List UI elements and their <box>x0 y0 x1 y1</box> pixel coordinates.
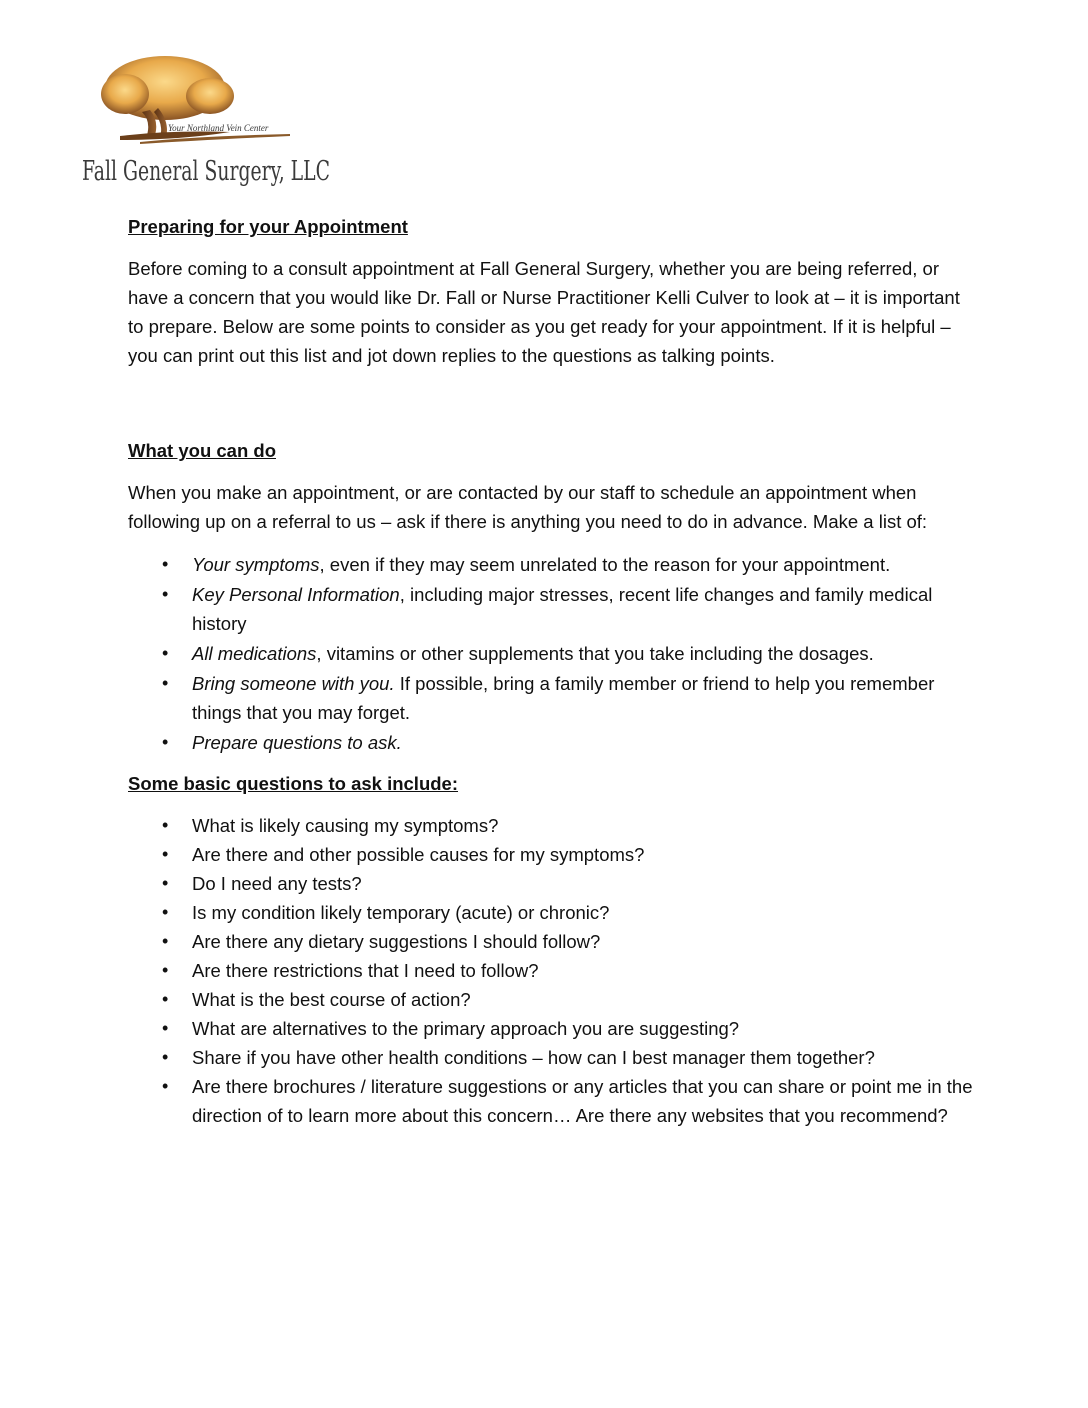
list-item-text: , including major stresses, recent life changes and family medical history <box>192 584 933 634</box>
list-item <box>128 728 978 757</box>
list-item-emphasis: Prepare questions to ask. <box>192 732 402 753</box>
section-title-preparing: Preparing for your Appointment <box>128 216 408 237</box>
logo-company-name: Fall General Surgery, LLC <box>82 156 330 187</box>
list-item-text: If possible, bring a family member or friend to help you remember things that you may forget. <box>192 673 935 723</box>
list-item-emphasis: All medications <box>192 643 317 664</box>
logo-tagline: Your Northland Vein Center <box>168 123 269 133</box>
list-item-emphasis: Bring someone with you. <box>192 673 395 694</box>
section-title-what-you-can-do: What you can do <box>128 440 276 461</box>
list-item <box>128 639 978 668</box>
question-item: • What is the best course of action? <box>128 985 978 1014</box>
company-logo <box>80 52 350 192</box>
section-body-preparing: Before coming to a consult appointment at Fall General Surgery, whether you are being referred, or have a concern that you would like Dr. Fall or Nurse Practitioner Kelli Culver to look at – it is important to prepare. Below are some points to consider as you get ready for your appointment. If it is helpful – you can print out this list and jot down replies to the questions as talking points. <box>128 258 960 366</box>
question-item: • Are there any dietary suggestions I should follow? <box>128 927 978 956</box>
list-item-text: , even if they may seem unrelated to the reason for your appointment. <box>319 554 891 575</box>
list-item-emphasis: Your symptoms <box>192 554 320 575</box>
questions-bullets <box>128 811 978 1130</box>
question-item: • Are there restrictions that I need to follow? <box>128 956 978 985</box>
list-item-text: , vitamins or other supplements that you take including the dosages. <box>316 643 874 664</box>
question-item: • Share if you have other health conditions – how can I best manager them together? <box>128 1043 978 1072</box>
make-a-list-bullets <box>128 550 978 757</box>
section-title-basic-questions: Some basic questions to ask include: <box>128 773 459 794</box>
list-item-emphasis: Key Personal Information <box>192 584 400 605</box>
document-body <box>128 212 978 1130</box>
list-item <box>128 550 978 579</box>
list-item <box>128 669 978 727</box>
question-item: • Are there brochures / literature suggestions or any articles that you can share or point me in the direction of to learn more about this concern… Are there any websites that you recommend? <box>128 1072 978 1130</box>
question-item: • Are there and other possible causes for my symptoms? <box>128 840 978 869</box>
question-item: • Is my condition likely temporary (acute) or chronic? <box>128 898 978 927</box>
question-item: • What are alternatives to the primary approach you are suggesting? <box>128 1014 978 1043</box>
list-item <box>128 580 978 638</box>
tree-logo-icon <box>80 52 350 192</box>
section-body-what-you-can-do: When you make an appointment, or are contacted by our staff to schedule an appointment when following up on a referral to us – ask if there is anything you need to do in advance. Make a list of: <box>128 482 928 532</box>
question-item: • What is likely causing my symptoms? <box>128 811 978 840</box>
question-item: • Do I need any tests? <box>128 869 978 898</box>
